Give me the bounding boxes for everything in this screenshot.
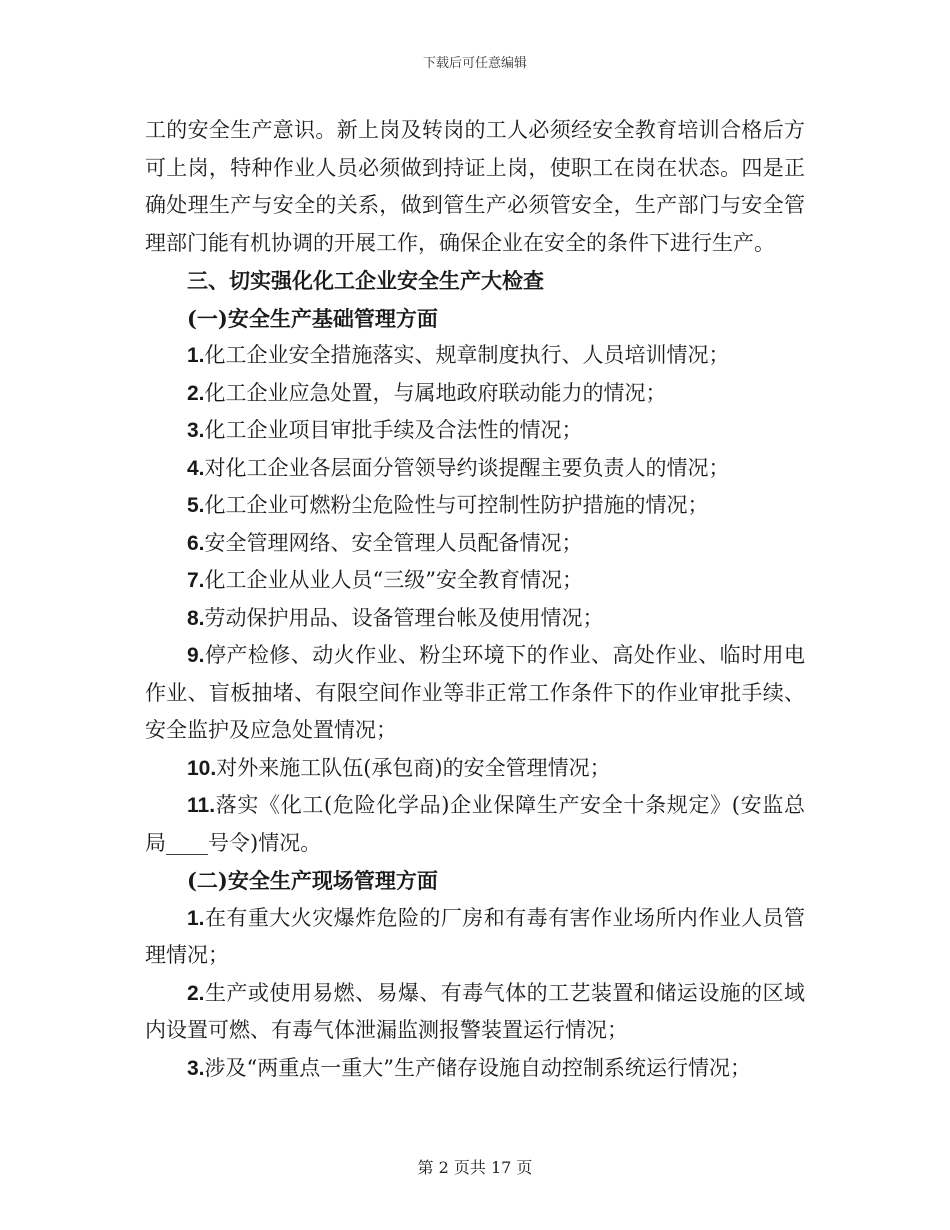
list-item — [145, 450, 805, 488]
page-footer: 第 2 页共 17 页 — [417, 1158, 533, 1177]
list-item — [145, 487, 805, 525]
document-body — [145, 112, 805, 1087]
item-text: 对化工企业各层面分管领导约谈提醒主要负责人的情况； — [204, 455, 730, 480]
item-number: 9. — [187, 644, 205, 667]
list-item — [145, 525, 805, 563]
item-number: 5. — [187, 494, 205, 517]
item-text: 化工企业项目审批手续及合法性的情况； — [204, 418, 583, 442]
list-item — [145, 637, 805, 750]
item-text: 安全管理网络、安全管理人员配备情况； — [204, 530, 583, 555]
item-number: 3. — [187, 1056, 205, 1080]
list-item — [145, 1050, 805, 1088]
item-number: 3. — [187, 419, 205, 442]
list-item — [145, 337, 805, 375]
item-number: 6. — [187, 531, 205, 555]
subsection-heading-basic: (一)安全生产基础管理方面 — [187, 305, 438, 331]
page-header: 下载后可任意编辑 — [422, 56, 527, 71]
item-text: 化工企业安全措施落实、规章制度执行、人员培训情况； — [204, 343, 730, 367]
item-text: 落实《化工(危险化学品)企业保障生产安全十条规定》(安监总局____号令)情况。 — [145, 793, 805, 855]
section-heading: 三、切实强化化工企业安全生产大检查 — [187, 268, 544, 293]
list-item — [145, 900, 805, 975]
item-number: 1. — [187, 344, 205, 367]
item-number: 7. — [187, 569, 205, 592]
list-item — [145, 562, 805, 600]
list-item — [145, 750, 805, 788]
item-text: 化工企业应急处置，与属地政府联动能力的情况； — [204, 380, 667, 405]
item-number: 8. — [187, 606, 205, 630]
item-number: 2. — [187, 981, 205, 1005]
item-number: 11. — [187, 794, 216, 817]
item-text: 化工企业可燃粉尘危险性与可控制性防护措施的情况； — [204, 493, 709, 517]
item-text: 对外来施工队伍(承包商)的安全管理情况； — [216, 755, 611, 780]
item-number: 10. — [187, 756, 217, 780]
item-number: 1. — [187, 906, 205, 930]
list-item — [145, 600, 805, 638]
item-text: 涉及“两重点一重大”生产储存设施自动控制系统运行情况； — [204, 1055, 751, 1080]
list-item — [145, 412, 805, 450]
subsection-heading-site: (二)安全生产现场管理方面 — [187, 868, 438, 893]
item-text: 生产或使用易燃、易爆、有毒气体的工艺装置和储运设施的区域内设置可燃、有毒气体泄漏监测报警装置运行情况； — [145, 980, 805, 1042]
item-number: 2. — [187, 381, 205, 405]
item-text: 在有重大火灾爆炸危险的厂房和有毒有害作业场所内作业人员管理情况； — [145, 905, 805, 967]
item-text: 劳动保护用品、设备管理台帐及使用情况； — [204, 605, 604, 630]
list-item — [145, 975, 805, 1050]
item-text: 停产检修、动火作业、粉尘环境下的作业、高处作业、临时用电作业、盲板抽堵、有限空间作业等非正常工作条件下的作业审批手续、安全监护及应急处置情况； — [145, 643, 805, 742]
item-text: 化工企业从业人员“三级”安全教育情况； — [204, 568, 583, 592]
paragraph-continuation: 工的安全生产意识。新上岗及转岗的工人必须经安全教育培训合格后方可上岗，特种作业人员必须做到持证上岗，使职工在岗在状态。四是正确处理生产与安全的关系，做到管生产必须管安全，生产部门与安全管理部门能有机协调的开展工作，确保企业在安全的条件下进行生产。 — [145, 118, 805, 255]
list-item — [145, 787, 805, 862]
list-item — [145, 375, 805, 413]
item-number: 4. — [187, 456, 205, 480]
